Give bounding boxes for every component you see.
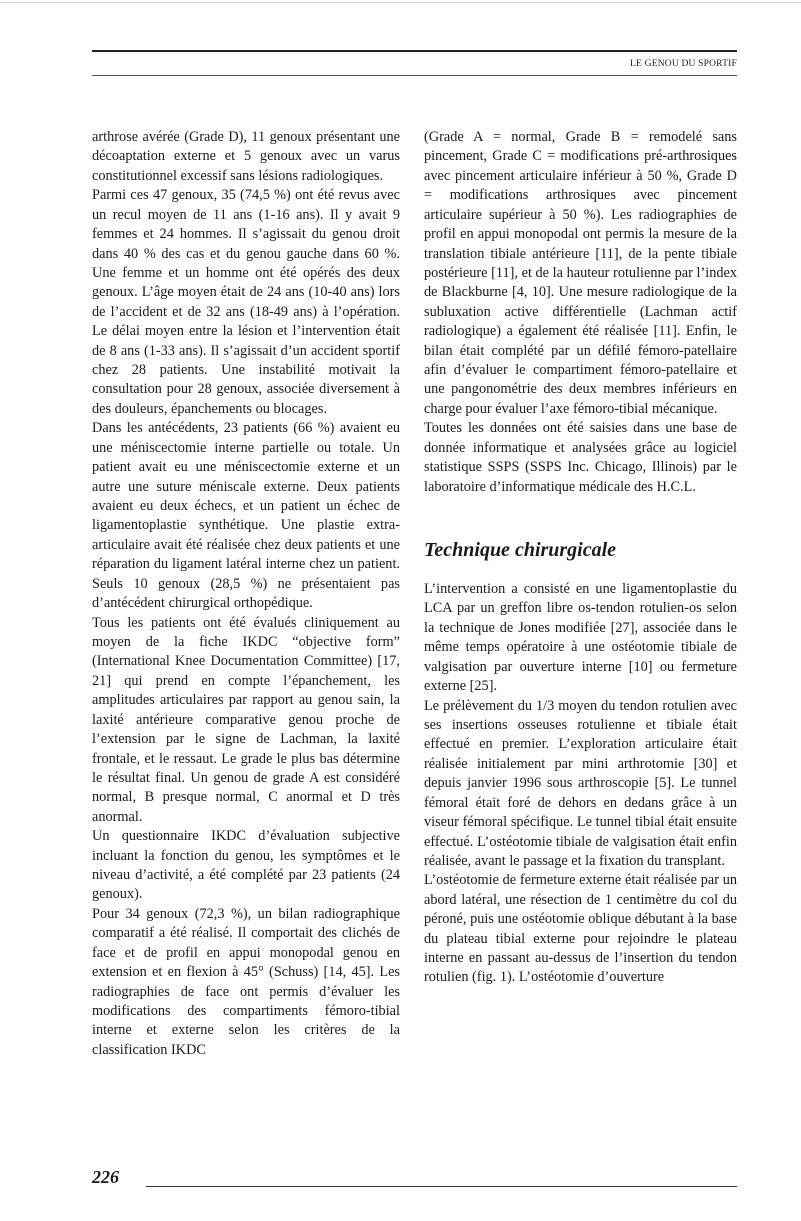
paragraph: Pour 34 genoux (72,3 %), un bilan radiographique comparatif a été réalisé. Il comportait des clichés de face et de profil en appui monopodal genou en extension et en flexion à 45° (Schuss) [14, 45]. Les radiographies de face ont permis d’évaluer les modifications des compartiments fémoro-tibial interne et externe selon les critères de la classification IKDC bbox=[92, 905, 400, 1058]
paragraph: Le prélèvement du 1/3 moyen du tendon rotulien avec ses insertions osseuses rotulienne et tibiale était effectué en premier. L’exploration articulaire était réalisée initialement par mini arthrotomie [30] et depuis janvier 1996 sous arthroscopie [5]. Le tunnel fémoral était foré de dehors en dedans grâce à un viseur fémoral spécifique. Le tunnel tibial était ensuite effectué. L’ostéotomie tibiale de valgisation était enfin réalisée, avant le passage et la fixation du transplant. bbox=[424, 697, 737, 869]
page-number: 226 bbox=[92, 1167, 119, 1187]
paragraph: Dans les antécédents, 23 patients (66 %) avaient eu une méniscectomie interne partielle ou totale. Un patient avait eu une méniscectomie externe et un autre une suture méniscale externe. Deux patients avaient eu deux échecs, et un patient un échec de ligamentoplastie synthétique. Une plastie extra-articulaire avait été réalisée chez deux patients et une réparation du ligament latéral interne chez un patient. Seuls 10 genoux (28,5 %) ne présentaient pas d’antécédent chirurgical orthopédique. bbox=[92, 420, 400, 612]
running-head: LE GENOU DU SPORTIF bbox=[630, 59, 737, 69]
paragraph: L’intervention a consisté en une ligamentoplastie du LCA par un greffon libre os-tendon rotulien-os selon la technique de Jones modifiée [27], associée dans le même temps opératoire à une ostéotomie tibiale de valgisation par ouverture interne [10] ou fermeture externe [25]. bbox=[424, 581, 737, 695]
paragraph: Toutes les données ont été saisies dans une base de donnée informatique et analysées grâce au logiciel statistique SSPS (SSPS Inc. Chicago, Illinois) par le laboratoire d’informatique médicale des H.C.L. bbox=[424, 420, 737, 495]
left-column bbox=[92, 128, 400, 1060]
paragraph: Un questionnaire IKDC d’évaluation subjective incluant la fonction du genou, les symptômes et le niveau d’activité, a été complété par 23 patients (24 genoux). bbox=[92, 828, 400, 903]
header-top-rule bbox=[92, 50, 737, 52]
paragraph: Tous les patients ont été évalués cliniquement au moyen de la fiche IKDC “objective form” (International Knee Documentation Committee) [17, 21] qui prend en compte l’épanchement, les amplitudes articulaires par rapport au genou sain, la laxité antérieure comparative genou proche de l’extension par le signe de Lachman, la laxité frontale, et le ressaut. Le grade le plus bas détermine le résultat final. Un genou de grade A est considéré normal, B presque normal, C anormal et D très anormal. bbox=[92, 614, 400, 825]
paragraph: (Grade A = normal, Grade B = remodelé sans pincement, Grade C = modifications pré-arthrosiques avec pincement articulaire inférieur à 50 %, Grade D = modifications arthrosiques avec pincement articulaire supérieur à 50 %). Les radiographies de profil en appui monopodal ont permis la mesure de la translation tibiale antérieure [11], de la pente tibiale postérieure [11], et de la hauteur rotulienne par l’index de Blackburne [4, 10]. Une mesure radiologique de la subluxation active différentielle (Lachman actif radiologique) a également été réalisée [11]. Enfin, le bilan était complété par un défilé fémoro-patellaire afin d’évaluer le compartiment fémoro-patellaire et une pangonométrie des deux membres inférieurs en charge pour évaluer l’axe fémoro-tibial mécanique. bbox=[424, 129, 737, 417]
footer-rule bbox=[146, 1186, 737, 1187]
section-heading: Technique chirurgicale bbox=[424, 539, 617, 562]
paragraph: L’ostéotomie de fermeture externe était réalisée par un abord latéral, une résection de 1 centimètre du col du péroné, puis une ostéotomie oblique débutant à la base du plateau tibial externe pour rejoindre le plateau interne en passant au-dessus de l’insertion du tendon rotulien (fig. 1). L’ostéotomie d’ouverture bbox=[424, 872, 737, 986]
header-bottom-rule bbox=[92, 75, 737, 76]
paragraph: Parmi ces 47 genoux, 35 (74,5 %) ont été revus avec un recul moyen de 11 ans (1-16 ans). Il y avait 9 femmes et 24 hommes. Il s’agissait du genou droit dans 40 % des cas et du genou gauche dans 60 %. Une femme et un homme ont été opérés des deux genoux. L’âge moyen était de 24 ans (10-40 ans) lors de l’accident et de 32 ans (18-49 ans) à l’opération. Le délai moyen entre la lésion et l’intervention était de 8 ans (1-33 ans). Il s’agissait d’un accident sportif chez 28 patients. Une instabilité motivait la consultation pour 28 genoux, associée diversement à des douleurs, épanchements ou blocages. bbox=[92, 187, 400, 417]
paragraph: arthrose avérée (Grade D), 11 genoux présentant une décoaptation externe et 5 genoux avec un varus constitutionnel excessif sans lésions radiologiques. bbox=[92, 129, 400, 184]
right-column bbox=[424, 128, 737, 988]
scan-edge-line bbox=[0, 2, 801, 3]
